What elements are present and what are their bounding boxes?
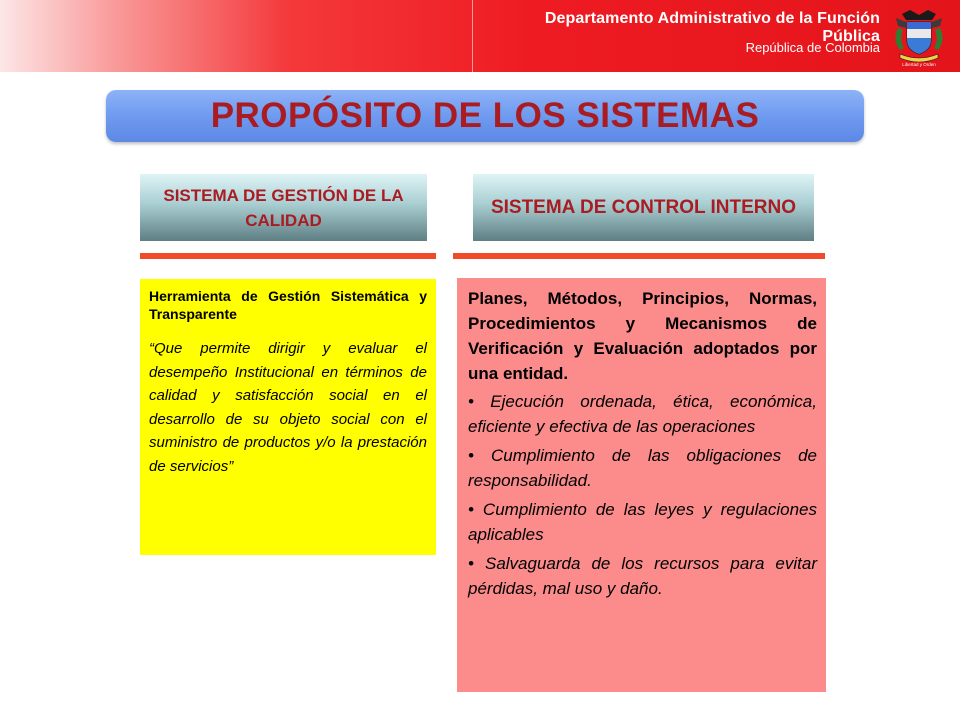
quality-system-lead: Herramienta de Gestión Sistemática y Transparente (149, 288, 427, 322)
quality-system-description-box (140, 279, 436, 555)
internal-control-header-text: SISTEMA DE CONTROL INTERNO (490, 196, 797, 218)
quality-system-quote: “Que permite dirigir y evaluar el desempeño Institucional en términos de calidad y satisfacción social en el desarrollo de su objeto social con el suministro de productos y/o la prestación de servicios” (149, 340, 427, 475)
internal-control-item: • Salvaguarda de los recursos para evitar pérdidas, mal uso y daño. (468, 554, 817, 598)
quality-system-header-text: SISTEMA DE GESTIÓN DE LA CALIDAD (163, 185, 404, 230)
header-divider (472, 0, 473, 72)
left-accent-line (140, 253, 436, 259)
internal-control-description-box (457, 278, 826, 692)
internal-control-item: • Cumplimiento de las obligaciones de responsabilidad. (468, 446, 817, 490)
department-name: Departamento Administrativo de la Función Pública (544, 10, 880, 45)
internal-control-header (473, 174, 814, 241)
right-accent-line (453, 253, 825, 259)
internal-control-lead: Planes, Métodos, Principios, Normas, Procedimientos y Mecanismos de Verificación y Evaluación adoptados por una entidad. (468, 289, 817, 383)
internal-control-item: • Cumplimiento de las leyes y regulaciones aplicables (468, 500, 817, 544)
slide-title: PROPÓSITO DE LOS SISTEMAS (210, 96, 760, 135)
republic-name: República de Colombia (745, 40, 880, 55)
slide-title-banner (106, 90, 864, 142)
svg-text:Libertad y Orden: Libertad y Orden (902, 62, 936, 67)
internal-control-item: • Ejecución ordenada, ética, económica, eficiente y efectiva de las operaciones (468, 392, 817, 436)
colombia-coat-of-arms-icon (888, 6, 950, 68)
quality-system-header (140, 174, 427, 241)
